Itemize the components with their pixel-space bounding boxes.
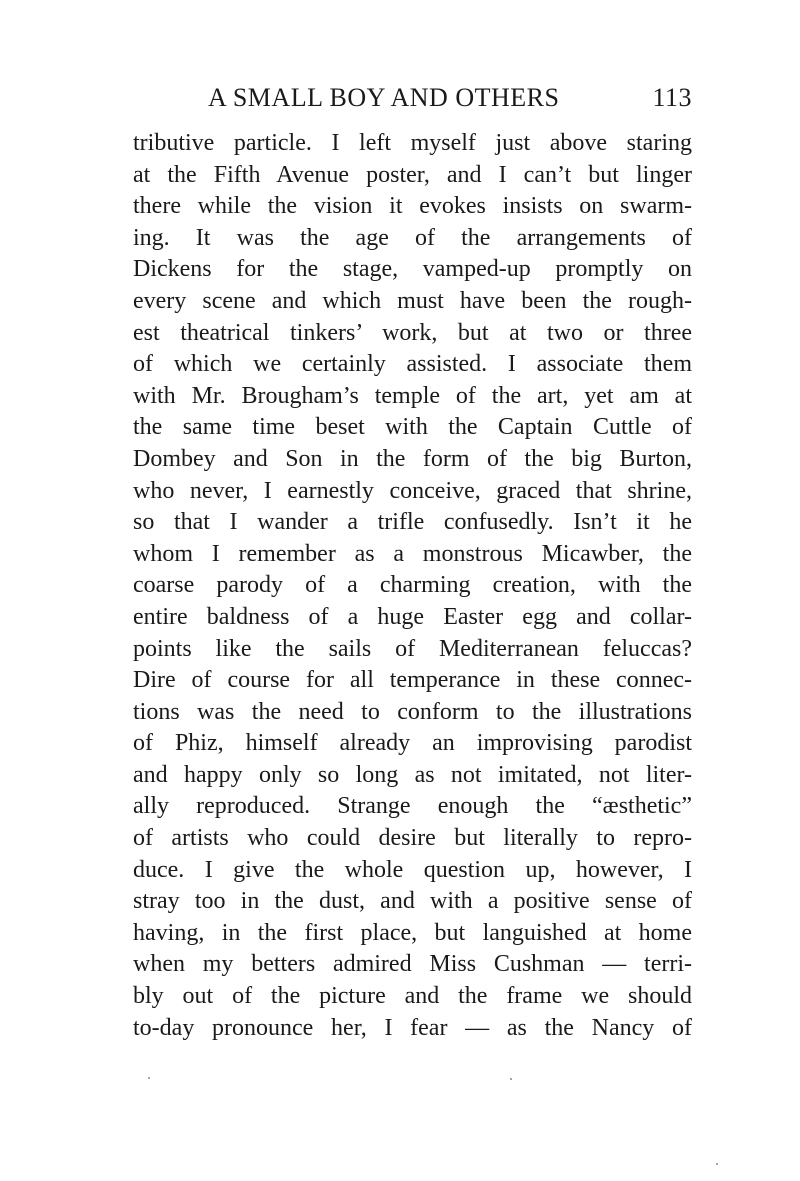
text-line: bly out of the picture and the frame we should [133,983,692,1010]
text-line: of which we certainly assisted. I associate them [133,351,692,378]
text-line: with Mr. Brougham’s temple of the art, yet am at [133,382,692,409]
text-line: of artists who could desire but literally to repro- [133,825,692,852]
text-line: to-day pronounce her, I fear — as the Nancy of [133,1014,692,1041]
scan-speck [148,1077,150,1079]
text-line: when my betters admired Miss Cushman — terri- [133,951,692,978]
text-line: every scene and which must have been the rough- [133,287,692,314]
text-line: est theatrical tinkers’ work, but at two or three [133,319,692,346]
text-line: entire baldness of a huge Easter egg and collar- [133,603,692,630]
text-line: ally reproduced. Strange enough the “æsthetic” [133,793,692,820]
text-line: at the Fifth Avenue poster, and I can’t but linger [133,161,692,188]
text-line: Dire of course for all temperance in these connec- [133,667,692,694]
text-line: stray too in the dust, and with a positive sense of [133,888,692,915]
page-number: 113 [652,83,692,112]
running-header [200,80,696,116]
text-line: Dombey and Son in the form of the big Burton, [133,445,692,472]
text-line: and happy only so long as not imitated, not liter- [133,761,692,788]
text-line: Dickens for the stage, vamped-up promptly on [133,256,692,283]
scan-speck [716,1163,718,1165]
text-line: tributive particle. I left myself just above staring [133,130,692,156]
text-line: the same time beset with the Captain Cuttle of [133,414,692,441]
text-line: points like the sails of Mediterranean feluccas? [133,635,692,662]
scan-speck [510,1078,512,1080]
text-line: coarse parody of a charming creation, with the [133,572,692,599]
text-line: there while the vision it evokes insists on swarm- [133,193,692,220]
text-line: ing. It was the age of the arrangements of [133,224,692,251]
text-line: having, in the first place, but languished at home [133,919,692,946]
text-line: of Phiz, himself already an improvising parodist [133,730,692,757]
text-line: so that I wander a trifle confusedly. Isn’t it he [133,509,692,536]
page-body [133,128,692,1044]
running-title: A SMALL BOY AND OTHERS [208,83,560,112]
text-line: tions was the need to conform to the illustrations [133,698,692,725]
text-line: duce. I give the whole question up, however, I [133,856,692,883]
text-line: who never, I earnestly conceive, graced that shrine, [133,477,692,504]
text-line: whom I remember as a monstrous Micawber, the [133,540,692,567]
